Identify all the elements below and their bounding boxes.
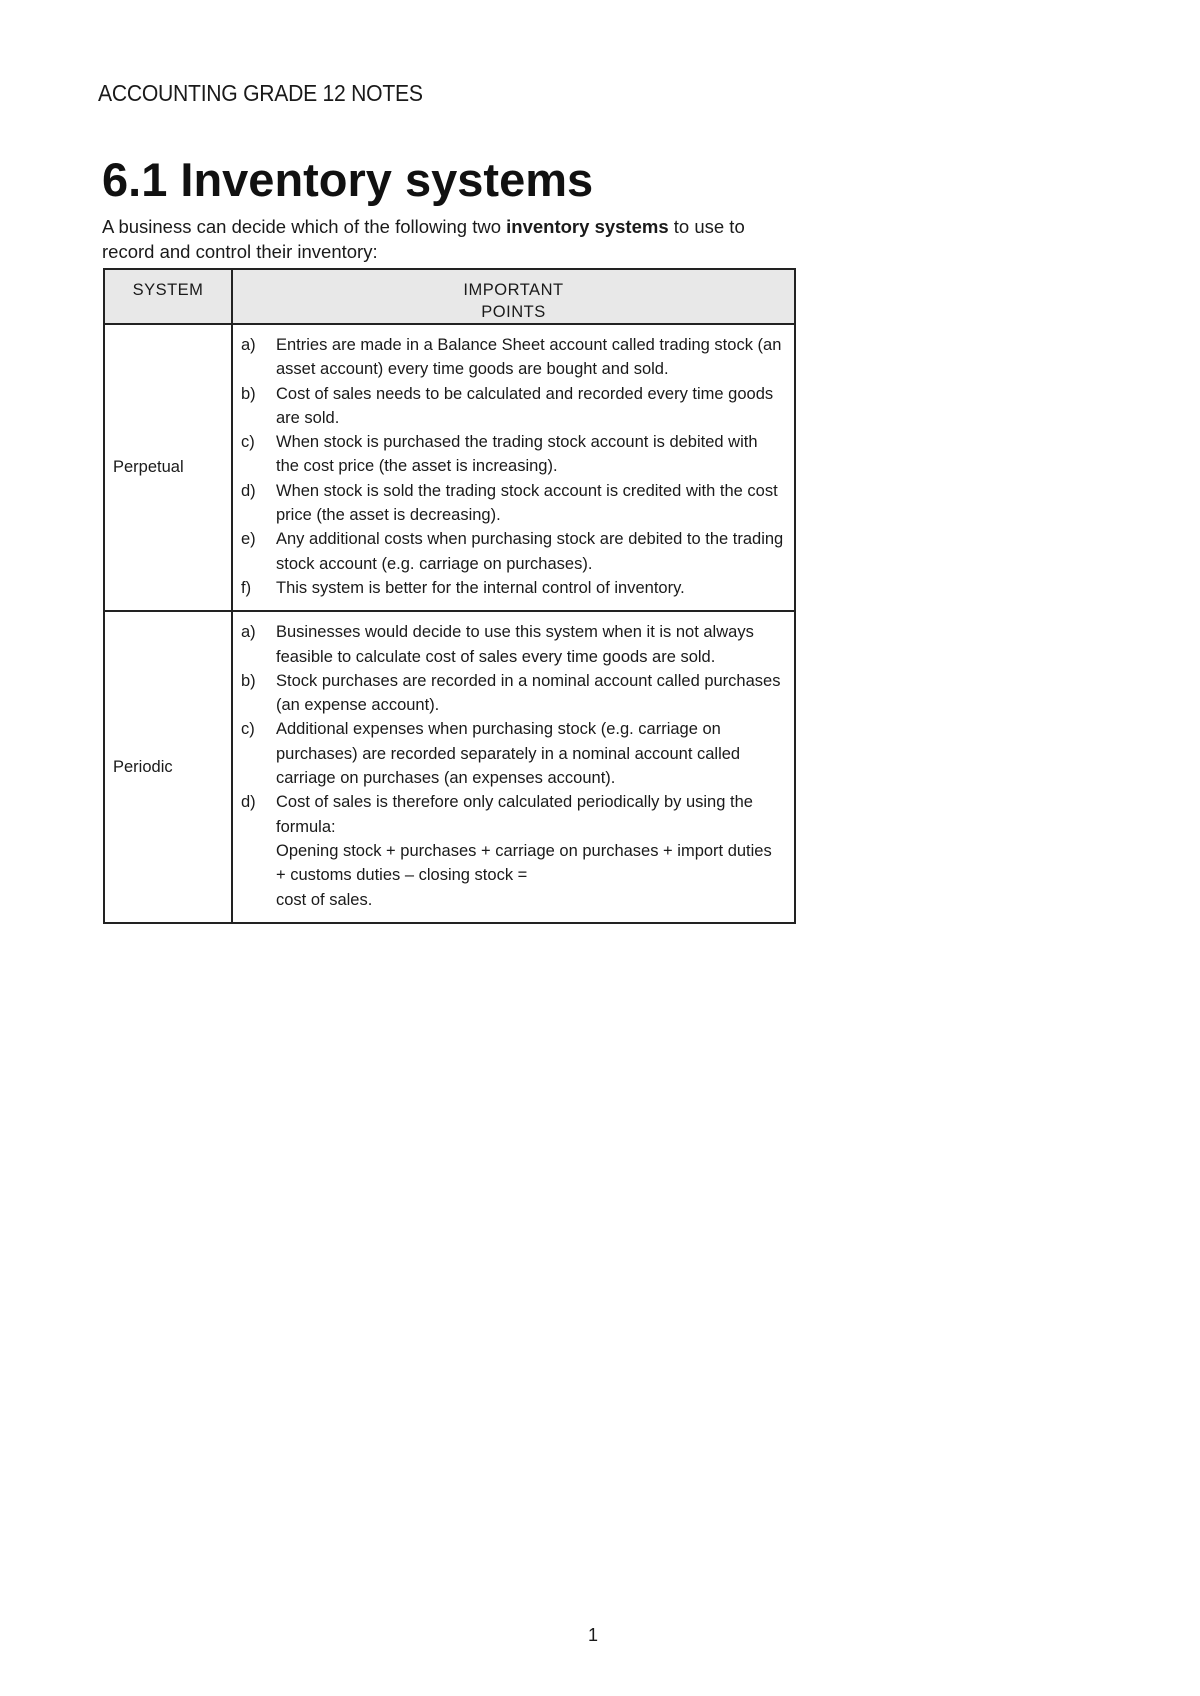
header-system: SYSTEM bbox=[104, 269, 232, 324]
intro-text-start: A business can decide which of the following two bbox=[102, 216, 507, 237]
point-text: Businesses would decide to use this system when it is not always feasible to calculate cost of sales every time goods are sold. bbox=[276, 623, 754, 666]
document-header: ACCOUNTING GRADE 12 NOTES bbox=[98, 80, 423, 106]
header-points-line2: POINTS bbox=[481, 303, 546, 321]
point-text: Any additional costs when purchasing stock are debited to the trading stock account (e.g. carriage on purchases). bbox=[276, 530, 784, 573]
intro-emphasis: inventory systems bbox=[506, 216, 669, 237]
point-text: Stock purchases are recorded in a nominal account called purchases (an expense account). bbox=[276, 671, 781, 715]
point-item bbox=[241, 333, 784, 382]
point-item bbox=[241, 620, 784, 669]
point-item bbox=[241, 790, 784, 839]
point-text: Cost of sales needs to be calculated and recorded every time goods are sold. bbox=[276, 384, 774, 427]
points-cell-perpetual bbox=[232, 324, 795, 611]
system-name-perpetual: Perpetual bbox=[104, 324, 232, 611]
point-letter: c) bbox=[241, 720, 255, 739]
table-header-row bbox=[104, 269, 795, 324]
points-cell-periodic bbox=[232, 611, 795, 923]
point-item bbox=[241, 527, 784, 576]
header-important-points bbox=[232, 269, 795, 324]
formula-result: cost of sales. bbox=[276, 890, 373, 909]
point-letter: a) bbox=[241, 623, 256, 642]
point-item bbox=[241, 576, 784, 600]
intro-text-end: to use to record and control their inventory: bbox=[102, 216, 745, 262]
points-list-perpetual bbox=[241, 333, 784, 600]
point-letter: a) bbox=[241, 336, 256, 354]
points-list-periodic bbox=[241, 620, 784, 839]
point-item bbox=[241, 382, 784, 431]
point-text: This system is better for the internal control of inventory. bbox=[276, 578, 685, 597]
header-points-line1: IMPORTANT bbox=[463, 281, 564, 299]
point-text: When stock is sold the trading stock account is credited with the cost price (the asset is decreasing). bbox=[276, 481, 778, 525]
point-letter: b) bbox=[241, 671, 256, 690]
table-row-periodic bbox=[104, 611, 795, 923]
point-text: Additional expenses when purchasing stock (e.g. carriage on purchases) are recorded separately in a nominal account called carriage on purchases (an expenses account). bbox=[276, 720, 741, 788]
point-letter: f) bbox=[241, 578, 252, 597]
inventory-systems-table bbox=[103, 268, 796, 924]
point-letter: b) bbox=[241, 384, 256, 403]
point-item bbox=[241, 430, 784, 479]
formula-text: Opening stock + purchases + carriage on purchases + import duties + customs duties – closing stock = bbox=[276, 841, 772, 885]
point-text: Cost of sales is therefore only calculated periodically by using the formula: bbox=[276, 793, 753, 836]
point-letter: e) bbox=[241, 530, 256, 549]
point-text: Entries are made in a Balance Sheet account called trading stock (an asset account) every time goods are bought and sold. bbox=[276, 336, 782, 379]
point-letter: c) bbox=[241, 433, 255, 452]
intro-paragraph bbox=[102, 214, 802, 264]
section-title: 6.1 Inventory systems bbox=[102, 153, 594, 206]
table-row-perpetual bbox=[104, 324, 795, 611]
point-letter: d) bbox=[241, 481, 256, 500]
page-number: 1 bbox=[588, 1625, 599, 1645]
system-name-periodic: Periodic bbox=[104, 611, 232, 923]
point-item bbox=[241, 717, 784, 790]
point-letter: d) bbox=[241, 793, 256, 812]
point-text: When stock is purchased the trading stock account is debited with the cost price (the asset is increasing). bbox=[276, 433, 758, 476]
point-item bbox=[241, 669, 784, 718]
point-item bbox=[241, 479, 784, 528]
